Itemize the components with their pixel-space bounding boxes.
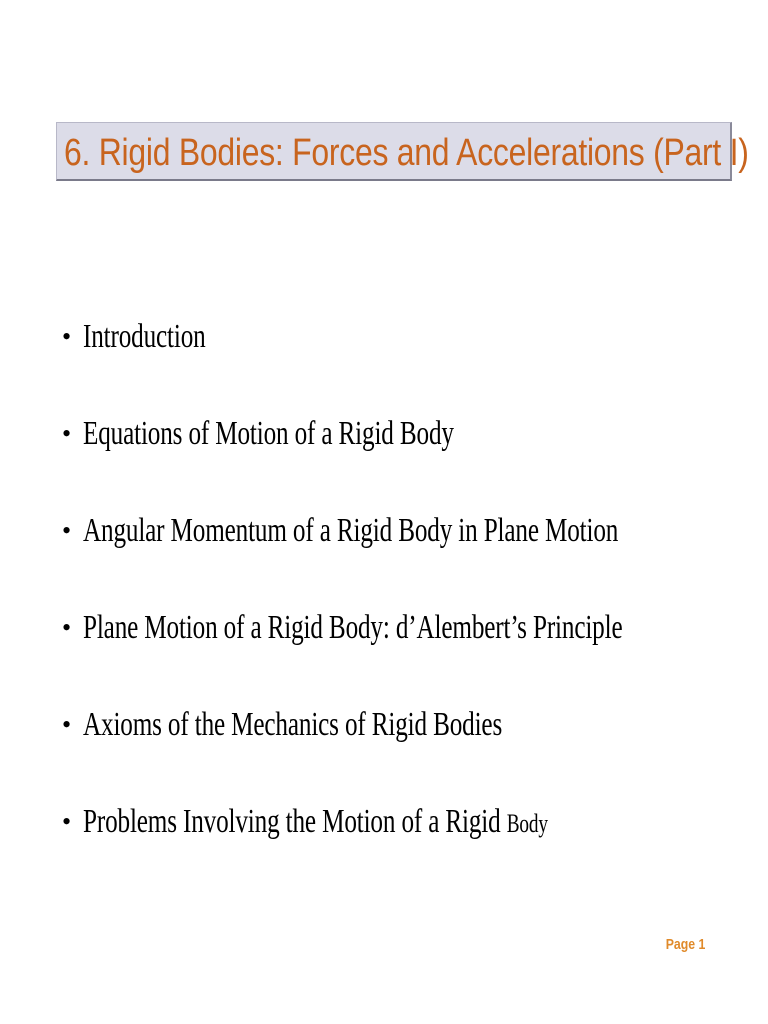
- page-number: Page 1: [665, 936, 705, 953]
- bullet-dot-icon: •: [62, 613, 72, 642]
- bullet-text: [83, 509, 618, 555]
- bullet-main-text: Plane Motion of a Rigid Body: d’Alembert’s Principle: [83, 609, 623, 646]
- slide-title-box: [56, 122, 749, 181]
- bullet-dot-icon: •: [62, 807, 72, 836]
- bullet-text: [83, 315, 206, 361]
- bullet-dot-icon: •: [62, 419, 72, 448]
- list-item: [62, 606, 768, 703]
- bullet-main-text: Problems Involving the Motion of a Rigid: [83, 803, 507, 840]
- bullet-main-text: Axioms of the Mechanics of Rigid Bodies: [83, 706, 503, 743]
- bullet-text: [83, 412, 454, 458]
- bullet-text: [83, 703, 502, 749]
- bullet-main-text: Angular Momentum of a Rigid Body in Plane Motion: [83, 512, 619, 549]
- bullet-main-text: Introduction: [83, 318, 206, 355]
- list-item: [62, 703, 768, 800]
- bullet-text: [83, 606, 622, 652]
- list-item: [62, 315, 768, 412]
- bullet-text: [83, 800, 548, 846]
- bullet-dot-icon: •: [62, 710, 72, 739]
- slide-title: 6. Rigid Bodies: Forces and Accelerations (Part I): [64, 132, 749, 174]
- bullet-list: [62, 315, 768, 897]
- list-item: [62, 412, 768, 509]
- bullet-dot-icon: •: [62, 322, 72, 351]
- list-item: [62, 800, 768, 897]
- bullet-dot-icon: •: [62, 516, 72, 545]
- bullet-tail-text: Body: [506, 809, 548, 838]
- bullet-main-text: Equations of Motion of a Rigid Body: [83, 415, 454, 452]
- list-item: [62, 509, 768, 606]
